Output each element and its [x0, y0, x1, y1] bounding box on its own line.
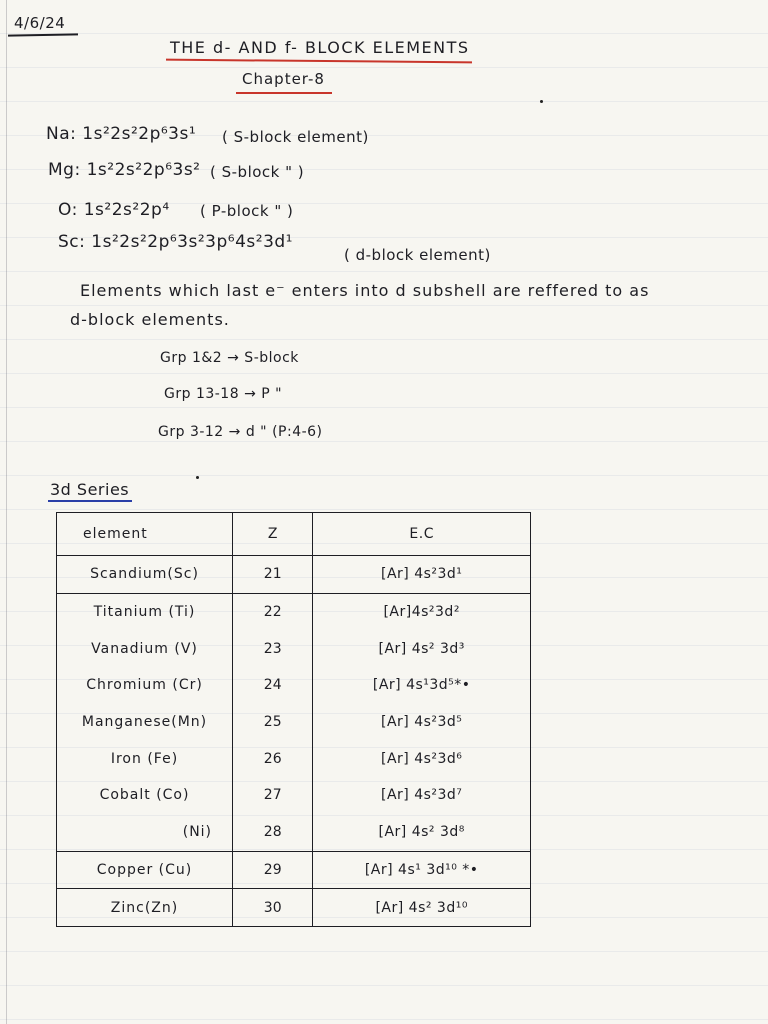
atomic-number-cell: 22 — [233, 593, 313, 630]
group-line: Grp 3-12 → d " (P:4-6) — [158, 424, 323, 440]
electronic-config-cell: [Ar] 4s²3d⁷ — [313, 777, 531, 814]
electronic-config-cell: [Ar] 4s¹ 3d¹⁰ *• — [313, 851, 531, 889]
section-heading: 3d Series — [50, 480, 130, 499]
3d-series-table — [56, 512, 531, 927]
config-symbol: Mg — [48, 160, 75, 180]
date-underline — [8, 33, 78, 36]
atomic-number-cell: 30 — [233, 889, 313, 927]
atomic-number-cell: 25 — [233, 704, 313, 741]
table-row — [57, 556, 531, 594]
config-row-na: Na: 1s²2s²2p⁶3s¹ — [46, 124, 197, 144]
column-header-z: Z — [233, 513, 313, 556]
element-cell: Vanadium (V) — [57, 630, 233, 667]
atomic-number-cell: 27 — [233, 777, 313, 814]
electronic-config-cell: [Ar] 4s²3d⁵ — [313, 704, 531, 741]
electronic-config-cell: [Ar] 4s² 3d¹⁰ — [313, 889, 531, 927]
column-header-ec: E.C — [313, 513, 531, 556]
table-row — [57, 814, 531, 851]
table-row — [57, 704, 531, 741]
electronic-config-cell: [Ar] 4s²3d⁶ — [313, 740, 531, 777]
table-row — [57, 777, 531, 814]
atomic-number-cell: 23 — [233, 630, 313, 667]
chapter-subtitle: Chapter-8 — [242, 70, 325, 88]
table-header-row — [57, 513, 531, 556]
atomic-number-cell: 21 — [233, 556, 313, 594]
element-cell: Zinc(Zn) — [57, 889, 233, 927]
ink-dot — [540, 100, 543, 103]
config-symbol: Sc — [58, 232, 80, 252]
element-cell: (Ni) — [57, 814, 233, 851]
config-symbol: O — [58, 200, 72, 220]
config-note: ( d-block element) — [344, 246, 491, 264]
config-note: ( S-block " ) — [210, 163, 305, 181]
config-value: 1s²2s²2p⁴ — [83, 200, 170, 220]
table-row — [57, 851, 531, 889]
definition-line-1: Elements which last e⁻ enters into d subshell are reffered to as — [80, 281, 650, 300]
element-cell: Copper (Cu) — [57, 851, 233, 889]
definition-line-2: d-block elements. — [70, 310, 230, 329]
config-value: 1s²2s²2p⁶3s² — [86, 160, 201, 180]
element-cell: Cobalt (Co) — [57, 777, 233, 814]
atomic-number-cell: 29 — [233, 851, 313, 889]
subtitle-underline — [236, 92, 332, 94]
config-note: ( P-block " ) — [200, 202, 294, 220]
config-value: 1s²2s²2p⁶3s¹ — [82, 124, 197, 144]
table-row — [57, 667, 531, 704]
config-row-o: O: 1s²2s²2p⁴ — [58, 200, 170, 220]
atomic-number-cell: 28 — [233, 814, 313, 851]
table-row — [57, 593, 531, 630]
element-cell: Iron (Fe) — [57, 740, 233, 777]
element-cell: Titanium (Ti) — [57, 593, 233, 630]
margin-line — [6, 0, 7, 1024]
electronic-config-cell: [Ar]4s²3d² — [313, 593, 531, 630]
config-row-sc: Sc: 1s²2s²2p⁶3s²3p⁶4s²3d¹ — [58, 232, 293, 252]
date-label: 4/6/24 — [14, 14, 66, 32]
config-note: ( S-block element) — [222, 128, 369, 146]
element-cell: Manganese(Mn) — [57, 704, 233, 741]
element-cell: Scandium(Sc) — [57, 556, 233, 594]
title-underline — [166, 59, 472, 64]
atomic-number-cell: 24 — [233, 667, 313, 704]
electronic-config-cell: [Ar] 4s²3d¹ — [313, 556, 531, 594]
config-value: 1s²2s²2p⁶3s²3p⁶4s²3d¹ — [91, 232, 293, 252]
column-header-element: element — [57, 513, 233, 556]
electronic-config-cell: [Ar] 4s² 3d⁸ — [313, 814, 531, 851]
section-underline — [48, 500, 132, 502]
atomic-number-cell: 26 — [233, 740, 313, 777]
config-symbol: Na — [46, 124, 71, 144]
group-line: Grp 1&2 → S-block — [160, 350, 299, 366]
table-row — [57, 889, 531, 927]
config-row-mg: Mg: 1s²2s²2p⁶3s² — [48, 160, 201, 180]
electronic-config-cell: [Ar] 4s² 3d³ — [313, 630, 531, 667]
element-cell: Chromium (Cr) — [57, 667, 233, 704]
table-row — [57, 630, 531, 667]
table-row — [57, 740, 531, 777]
group-line: Grp 13-18 → P " — [164, 386, 283, 402]
page-title: THE d- AND f- BLOCK ELEMENTS — [170, 38, 470, 57]
electronic-config-cell: [Ar] 4s¹3d⁵*• — [313, 667, 531, 704]
ink-dot — [196, 476, 199, 479]
